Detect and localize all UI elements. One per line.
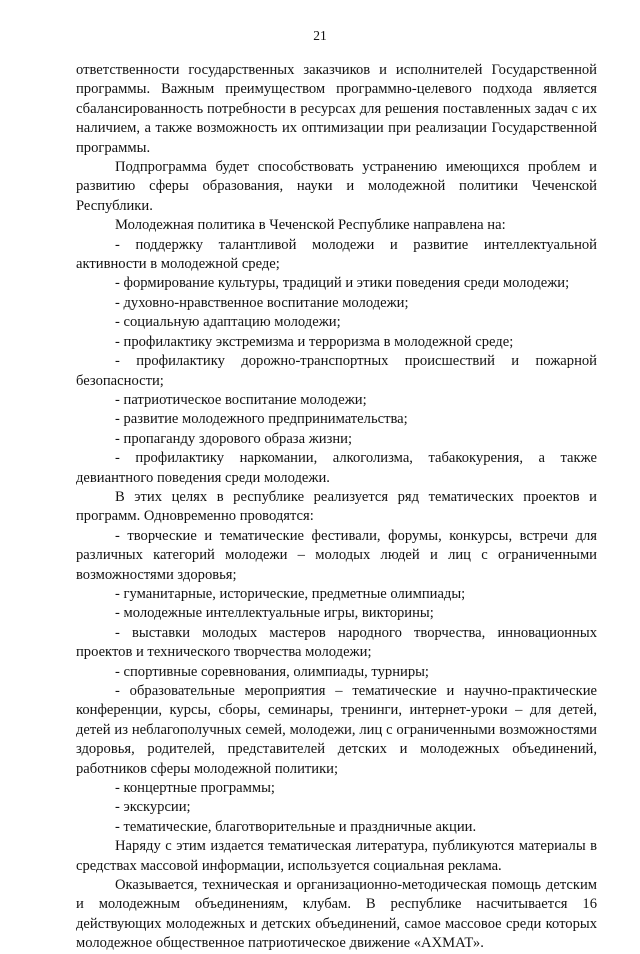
list-item: - творческие и тематические фестивали, форумы, конкурсы, встречи для различных категорий молодежи – молодых людей и лиц с ограниченными возможностями здоровья;	[76, 527, 597, 583]
list-item: - гуманитарные, исторические, предметные олимпиады;	[115, 585, 466, 602]
paragraph-subprogram: Подпрограмма будет способствовать устранению имеющихся проблем и развитию сферы образования, науки и молодежной политики Чеченской Республики.	[76, 159, 597, 214]
list-item: - развитие молодежного предпринимательства;	[115, 411, 408, 428]
paragraph-literature: Наряду с этим издается тематическая литература, публикуются материалы в средствах массовой информации, используется социальная реклама.	[76, 838, 597, 874]
list-item: - образовательные мероприятия – тематические и научно-практические конференции, курсы, сборы, семинары, тренинги, интернет-уроки – для детей, детей из неблагополучных семей, молодежи, лиц с ограниченными возможностями здоровья, родителей, представителей детских и молодежных объединений, работников сферы молодежной политики;	[76, 683, 597, 777]
list-item: - формирование культуры, традиций и этики поведения среди молодежи;	[115, 275, 570, 292]
paragraph-assistance: Оказывается, техническая и организационно-методическая помощь детским и молодежным объединениям, клубам. В республике насчитывается 16 действующих молодежных и детских объединений, самое массовое среди которых молодежное общественное патриотическое движение «АХМАТ».	[76, 877, 597, 952]
list-item: - экскурсии;	[115, 799, 191, 816]
list-item: - спортивные соревнования, олимпиады, турниры;	[115, 663, 429, 680]
list-item: - пропаганду здорового образа жизни;	[115, 430, 353, 447]
list-item: - тематические, благотворительные и праздничные акции.	[115, 818, 477, 835]
list-item: - духовно-нравственное воспитание молодежи;	[115, 294, 409, 311]
list-item: - профилактику дорожно-транспортных происшествий и пожарной безопасности;	[76, 353, 597, 389]
list-item: - профилактику наркомании, алкоголизма, табакокурения, а также девиантного поведения среди молодежи.	[76, 450, 597, 486]
list-item: - патриотическое воспитание молодежи;	[115, 391, 367, 408]
list-item: - молодежные интеллектуальные игры, викторины;	[115, 605, 434, 622]
document-body	[76, 61, 597, 954]
paragraph-projects-intro: В этих целях в республике реализуется ряд тематических проектов и программ. Одновременно проводятся:	[76, 488, 597, 525]
list-item: - поддержку талантливой молодежи и развитие интеллектуальной активности в молодежной среде;	[76, 236, 597, 273]
list-item: - социальную адаптацию молодежи;	[115, 314, 341, 331]
list-item: - выставки молодых мастеров народного творчества, инновационных проектов и технического творчества молодежи;	[76, 624, 597, 661]
paragraph-continuation: ответственности государственных заказчиков и исполнителей Государственной программы. Важным преимуществом программно-целевого подхода является сбалансированность потребности в ресурсах для решения поставленных задач с их наличием, а также возможность их оптимизации при реализации Государственной программы.	[76, 62, 597, 156]
page-number: 21	[313, 28, 327, 43]
list-item: - профилактику экстремизма и терроризма в молодежной среде;	[115, 333, 514, 350]
list-item: - концертные программы;	[115, 780, 275, 797]
paragraph-youth-policy-intro: Молодежная политика в Чеченской Республике направлена на:	[115, 217, 506, 234]
